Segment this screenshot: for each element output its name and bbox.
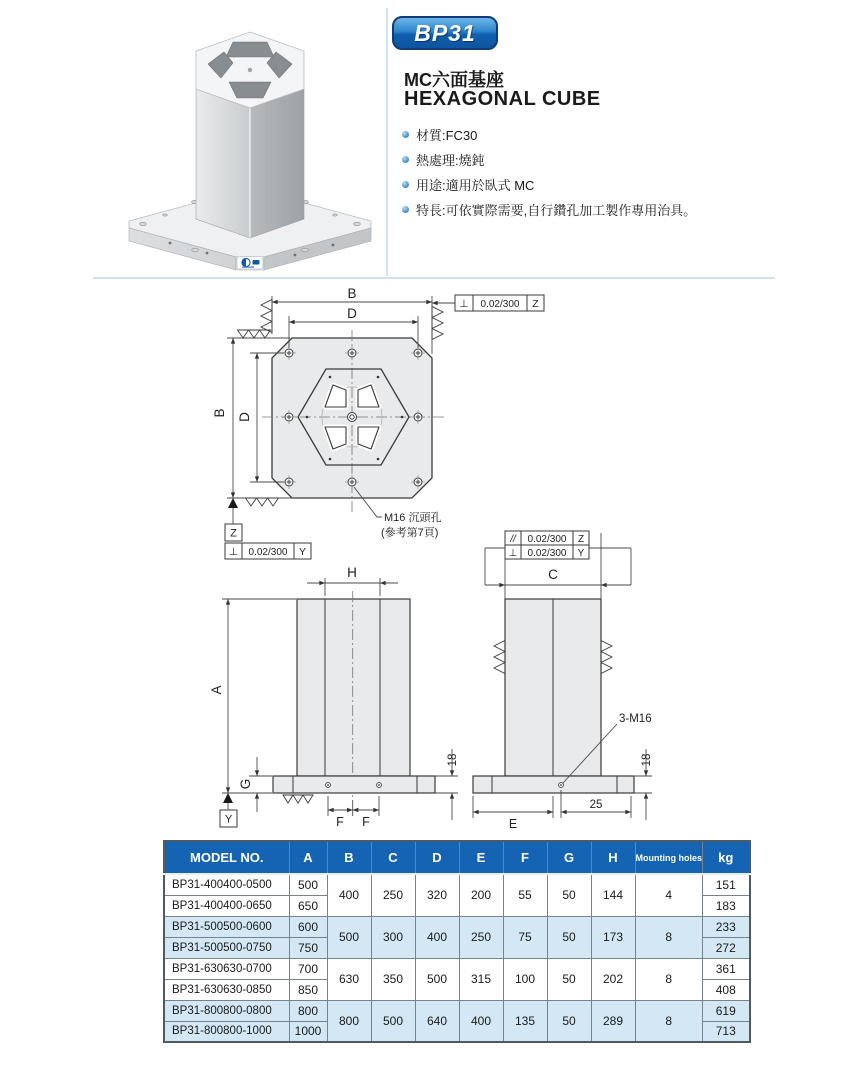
col-header-f: F [503, 841, 547, 874]
technical-drawing-svg [90, 285, 770, 835]
datum-z-box [225, 524, 242, 541]
col-header-g: G [547, 841, 591, 874]
cell-model: BP31-630630-0850 [164, 979, 289, 1000]
dim-label-E: E [508, 817, 518, 831]
bullet-item [402, 147, 696, 172]
cell-model: BP31-800800-1000 [164, 1021, 289, 1042]
dim-label-F1: F [336, 815, 344, 829]
svg-text://: // [510, 534, 516, 545]
page-title-zh: MC六面基座 [404, 70, 504, 90]
datum-y-box [220, 810, 237, 827]
cell-model: BP31-500500-0750 [164, 937, 289, 958]
column-right-face [250, 89, 304, 238]
svg-text:0.02/300: 0.02/300 [248, 547, 288, 558]
cell-kg: 151 [703, 874, 750, 895]
cell-b: 500 [327, 916, 371, 958]
bullet-icon [402, 156, 409, 163]
cell-kg: 619 [703, 1000, 750, 1021]
cell-b: 630 [327, 958, 371, 1000]
cell-a: 1000 [289, 1021, 327, 1042]
dim-E [473, 796, 553, 818]
cell-kg: 272 [703, 937, 750, 958]
svg-text:⊥: ⊥ [459, 298, 469, 310]
dim-label-F2: F [362, 815, 370, 829]
fcf-perpendicular-y [225, 543, 311, 559]
cell-d: 640 [415, 1000, 459, 1042]
cell-holes: 8 [635, 916, 703, 958]
cell-e: 315 [459, 958, 503, 1000]
col-header-a: A [289, 841, 327, 874]
cell-g: 50 [547, 874, 591, 916]
brand-logo [237, 257, 263, 270]
svg-text:M16 沉頭孔: M16 沉頭孔 [384, 512, 442, 524]
fcf-perpendicular-z [432, 295, 544, 311]
table-row [164, 1000, 750, 1021]
svg-text:⊥: ⊥ [508, 548, 518, 559]
col-header-mounting-holes: Mounting holes [635, 841, 703, 874]
surface-finish-base [283, 795, 313, 803]
bullet-item [402, 122, 696, 147]
svg-text:0.02/300: 0.02/300 [527, 534, 567, 545]
cell-h: 173 [591, 916, 635, 958]
svg-text:Z: Z [230, 527, 237, 540]
cell-e: 250 [459, 916, 503, 958]
col-header-d: D [415, 841, 459, 874]
cell-f: 135 [503, 1000, 547, 1042]
cell-kg: 713 [703, 1021, 750, 1042]
svg-text:Y: Y [224, 813, 233, 826]
spec-table-body [164, 874, 750, 1042]
cell-a: 500 [289, 874, 327, 895]
table-row [164, 916, 750, 937]
cell-g: 50 [547, 1000, 591, 1042]
cell-e: 200 [459, 874, 503, 916]
bullet-text: 材質:FC30 [416, 128, 478, 143]
vertical-divider [386, 8, 388, 276]
horizontal-divider [93, 277, 775, 279]
dim-label-B-left: B [212, 408, 227, 418]
cell-holes: 4 [635, 874, 703, 916]
base-front [273, 776, 435, 793]
cell-holes: 8 [635, 958, 703, 1000]
top-view [212, 286, 544, 559]
cell-g: 50 [547, 916, 591, 958]
column-front [297, 599, 410, 776]
dim-label-C: C [548, 567, 558, 582]
bullet-icon [402, 181, 409, 188]
cell-model: BP31-400400-0650 [164, 895, 289, 916]
dim-label-25: 25 [589, 799, 603, 811]
cell-h: 289 [591, 1000, 635, 1042]
cell-a: 850 [289, 979, 327, 1000]
cell-model: BP31-800800-0800 [164, 1000, 289, 1021]
dim-F [328, 796, 379, 816]
col-header-e: E [459, 841, 503, 874]
product-photo [95, 2, 380, 274]
cell-c: 250 [371, 874, 415, 916]
cell-c: 500 [371, 1000, 415, 1042]
svg-text:Y: Y [577, 548, 585, 559]
front-view [209, 565, 459, 829]
svg-text:Y: Y [298, 546, 307, 558]
cell-g: 50 [547, 958, 591, 1000]
cell-c: 350 [371, 958, 415, 1000]
base-side [473, 776, 634, 793]
dim-label-B-top: B [347, 286, 357, 301]
cell-h: 144 [591, 874, 635, 916]
cell-a: 800 [289, 1000, 327, 1021]
cell-f: 75 [503, 916, 547, 958]
svg-text:Z: Z [577, 534, 585, 545]
dim-label-H: H [347, 565, 357, 580]
spec-table-header [164, 841, 750, 874]
cell-d: 320 [415, 874, 459, 916]
dim-label-18-side: 18 [641, 753, 653, 767]
product-photo-svg [95, 2, 380, 274]
col-header-b: B [327, 841, 371, 874]
technical-drawing [90, 285, 770, 840]
cell-b: 400 [327, 874, 371, 916]
spec-table [163, 840, 751, 1043]
cell-d: 500 [415, 958, 459, 1000]
cell-kg: 183 [703, 895, 750, 916]
col-header-c: C [371, 841, 415, 874]
cell-model: BP31-500500-0600 [164, 916, 289, 937]
cell-model: BP31-400400-0500 [164, 874, 289, 895]
datum-triangle-y [223, 793, 233, 803]
page-title-en: HEXAGONAL CUBE [404, 88, 601, 110]
col-header-model-no-: MODEL NO. [164, 841, 289, 874]
cell-c: 300 [371, 916, 415, 958]
cell-b: 800 [327, 1000, 371, 1042]
bullet-text: 熱處理:燒鈍 [416, 153, 485, 168]
svg-text:Z: Z [532, 298, 539, 310]
table-row [164, 874, 750, 895]
cell-holes: 8 [635, 1000, 703, 1042]
bullet-icon [402, 206, 409, 213]
cell-e: 400 [459, 1000, 503, 1042]
col-header-kg: kg [703, 841, 750, 874]
cell-a: 600 [289, 916, 327, 937]
cell-d: 400 [415, 916, 459, 958]
cell-model: BP31-630630-0700 [164, 958, 289, 979]
cell-f: 55 [503, 874, 547, 916]
cell-h: 202 [591, 958, 635, 1000]
col-header-h: H [591, 841, 635, 874]
bullet-item [402, 197, 696, 222]
cell-a: 700 [289, 958, 327, 979]
spec-bullets [402, 122, 696, 222]
fcf-perpendicular-y-side [505, 545, 589, 559]
svg-text:0.02/300: 0.02/300 [527, 548, 567, 559]
dim-label-G: G [238, 778, 253, 790]
dim-A [222, 599, 296, 793]
svg-text:3-M16: 3-M16 [619, 713, 652, 725]
cell-kg: 361 [703, 958, 750, 979]
svg-text:(參考第7頁): (參考第7頁) [381, 527, 439, 539]
model-badge: BP31 [392, 16, 498, 50]
cell-f: 100 [503, 958, 547, 1000]
dim-label-18-front: 18 [447, 753, 459, 767]
center-hole [348, 413, 357, 422]
bullet-text: 用途:適用於臥式 MC [416, 178, 535, 193]
dim-label-D-left: D [237, 412, 252, 422]
table-row [164, 958, 750, 979]
top-center-hole [248, 68, 252, 72]
cell-a: 650 [289, 895, 327, 916]
datum-triangle-z [228, 498, 238, 508]
bullet-text: 特長:可依實際需要,自行鑽孔加工製作專用治具。 [416, 203, 697, 218]
bullet-item [402, 172, 696, 197]
column-left-face [196, 89, 250, 238]
bullet-icon [402, 131, 409, 138]
cell-a: 750 [289, 937, 327, 958]
cell-kg: 408 [703, 979, 750, 1000]
dim-label-D-top: D [347, 306, 357, 321]
fcf-parallel-z [505, 531, 589, 545]
cell-kg: 233 [703, 916, 750, 937]
svg-text:0.02/300: 0.02/300 [480, 299, 520, 310]
side-view [473, 531, 653, 831]
dim-label-A: A [209, 685, 224, 695]
svg-text:⊥: ⊥ [228, 546, 239, 558]
